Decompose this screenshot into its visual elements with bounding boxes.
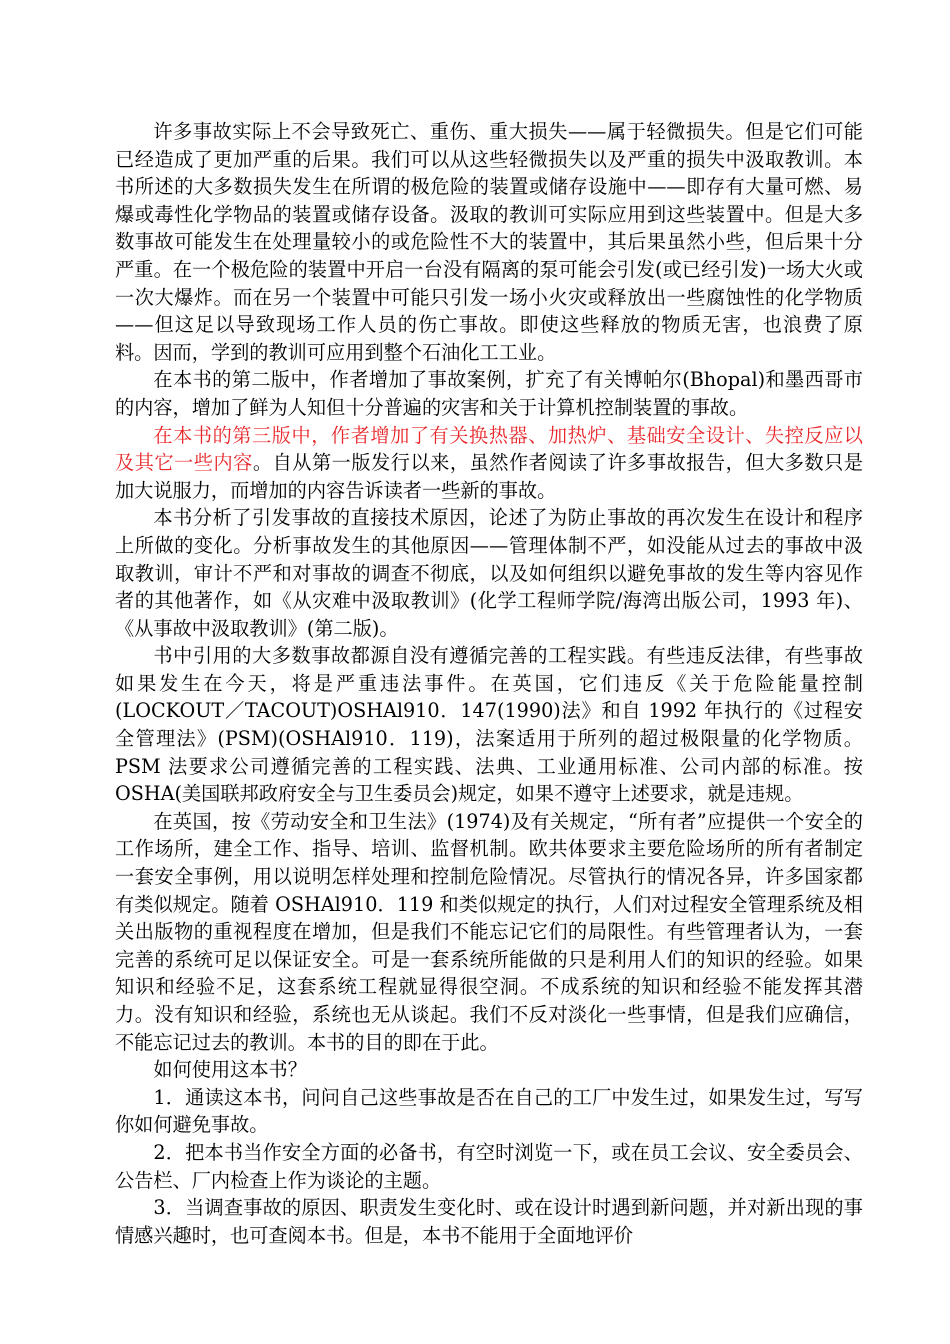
paragraph-second-edition: 在本书的第二版中，作者增加了事故案例，扩充了有关博帕尔(Bhopal)和墨西哥市的内容，增加了鲜为人知但十分普遍的灾害和关于计算机控制装置的事故。	[115, 368, 863, 419]
paragraph-technical-causes: 本书分析了引发事故的直接技术原因，论述了为防止事故的再次发生在设计和程序上所做的变化。分析事故发生的其他原因——管理体制不严，如没能从过去的事故中汲取教训，审计不严和对事故的调查不彻底，以及如何组织以避免事故的发生等内容见作者的其他著作，如《从灾难中汲取教训》(化学工程师学院/海湾出版公司，1993 年)、《从事故中汲取教训》(第二版)。	[115, 506, 863, 640]
list-item-3: 3．当调查事故的原因、职责发生变化时、或在设计时遇到新问题，并对新出现的事情感兴趣时，也可查阅本书。但是，本书不能用于全面地评价	[115, 1196, 863, 1247]
paragraph-engineering-practice: 书中引用的大多数事故都源自没有遵循完善的工程实践。有些违反法律，有些事故如果发生在今天，将是严重违法事件。在英国，它们违反《关于危险能量控制(LOCKOUT／TACOUT)OSHAl910．147(1990)法》和自 1992 年执行的《过程安全管理法》(PSM)(OSHAl910．119)，法案适用于所列的超过极限量的化学物质。PSM 法要求公司遵循完善的工程实践、法典、工业通用标准、公司内部的标准。按 OSHA(美国联邦政府安全与卫生委员会)规定，如果不遵守上述要求，就是违规。	[115, 644, 863, 806]
paragraph-minor-losses: 许多事故实际上不会导致死亡、重伤、重大损失——属于轻微损失。但是它们可能已经造成了更加严重的后果。我们可以从这些轻微损失以及严重的损失中汲取教训。本书所述的大多数损失发生在所谓的极危险的装置或储存设施中——即存有大量可燃、易爆或毒性化学物品的装置或储存设备。汲取的教训可实际应用到这些装置中。但是大多数事故可能发生在处理量较小的或危险性不大的装置中，其后果虽然小些，但后果十分严重。在一个极危险的装置中开启一台没有隔离的泵可能会引发(或已经引发)一场大火或一次大爆炸。而在另一个装置中可能只引发一场小火灾或释放出一些腐蚀性的化学物质——但这足以导致现场工作人员的伤亡事故。即使这些释放的物质无害，也浪费了原料。因而，学到的教训可应用到整个石油化工工业。	[115, 120, 863, 364]
paragraph-third-edition	[115, 422, 863, 505]
list-item-1: 1．通读这本书，问问自己这些事故是否在自己的工厂中发生过，如果发生过，写写你如何避免事故。	[115, 1085, 863, 1137]
document-body	[115, 118, 863, 1249]
highlighted-text: 在本书的第三版中，作者增加了有关换热器、加热炉、基础安全设计、失控反应以及其它一些内容	[115, 423, 863, 475]
paragraph-uk-regulation: 在英国，按《劳动安全和卫生法》(1974)及有关规定，“所有者”应提供一个安全的工作场所，建全工作、指导、培训、监督机制。欧共体要求主要危险场所的所有者制定一套安全事例，用以说明怎样处理和控制危险情况。尽管执行的情况各异，许多国家都有类似规定。随着 OSHAl910．119 和类似规定的执行，人们对过程安全管理系统及相关出版物的重视程度在增加，但是我们不能忘记它们的局限性。有些管理者认为，一套完善的系统可足以保证安全。可是一套系统所能做的只是利用人们的知识的经验。如果知识和经验不足，这套系统工程就显得很空洞。不成系统的知识和经验不能发挥其潜力。没有知识和经验，系统也无从谈起。我们不反对淡化一些事情，但是我们应确信，不能忘记过去的教训。本书的目的即在于此。	[115, 809, 863, 1054]
paragraph-how-to-use: 如何使用这本书？	[153, 1058, 307, 1082]
list-item-2: 2．把本书当作安全方面的必备书，有空时浏览一下，或在员工会议、安全委员会、公告栏、厂内检查上作为谈论的主题。	[115, 1140, 863, 1192]
paragraph-text: 。自从第一版发行以来，虽然作者阅读了许多事故报告，但大多数只是加大说服力，而增加的内容告诉读者一些新的事故。	[115, 451, 864, 502]
